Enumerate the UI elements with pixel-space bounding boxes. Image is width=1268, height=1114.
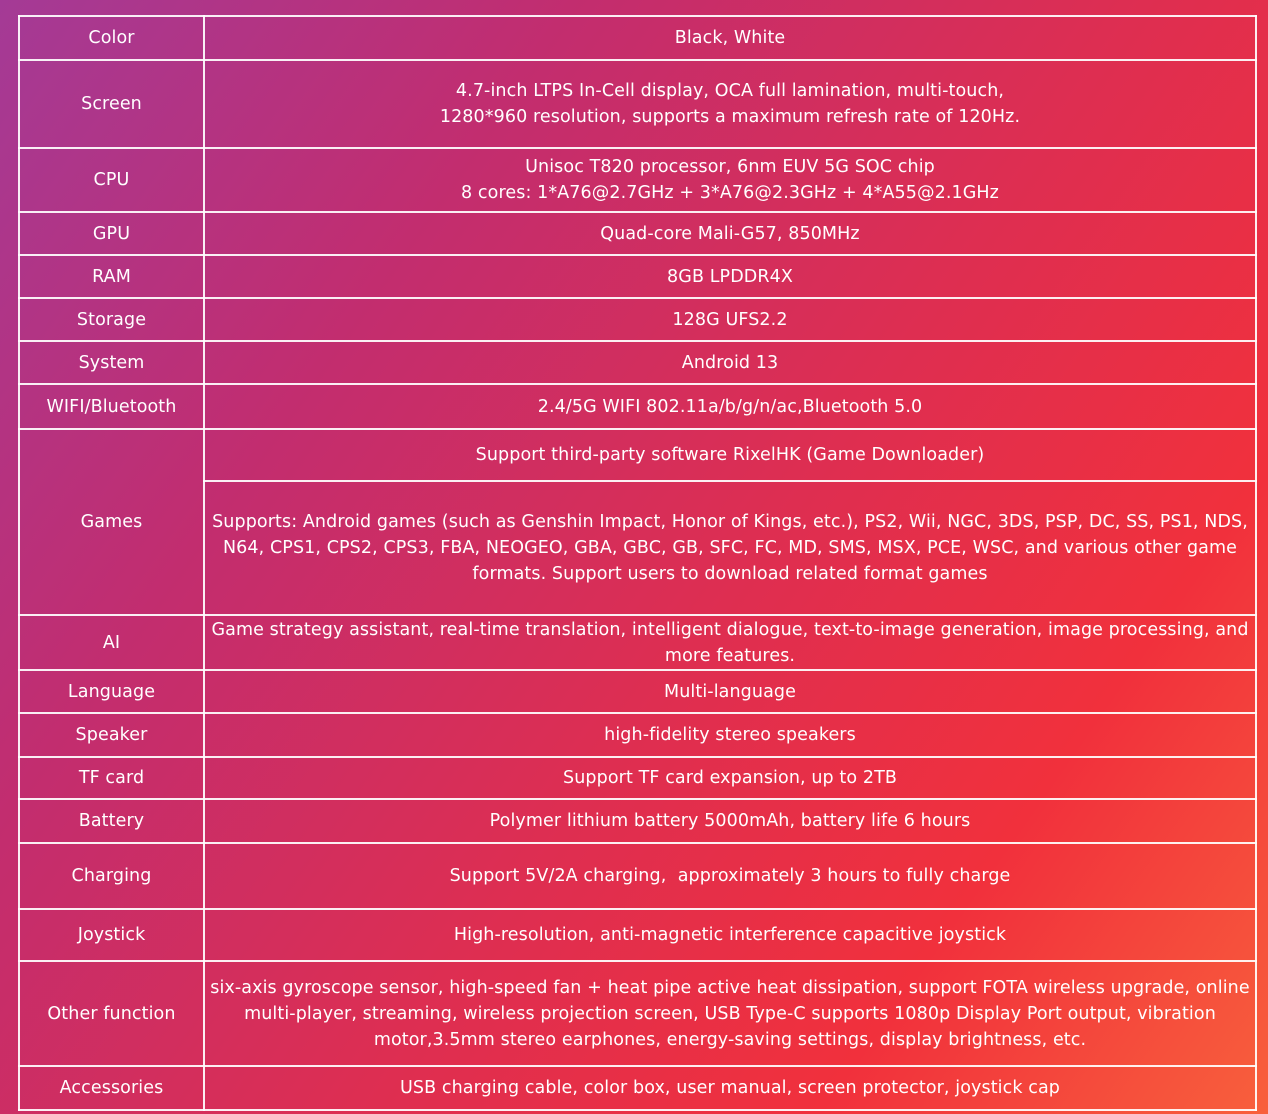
spec-value: Quad-core Mali-G57, 850MHz (204, 212, 1256, 255)
spec-table (18, 15, 1257, 1111)
spec-label: Joystick (19, 909, 204, 961)
spec-row-gpu (19, 212, 1256, 255)
spec-value: Polymer lithium battery 5000mAh, battery life 6 hours (204, 799, 1256, 843)
spec-label: Charging (19, 843, 204, 909)
spec-value: Support 5V/2A charging, approximately 3 hours to fully charge (204, 843, 1256, 909)
spec-label: Screen (19, 60, 204, 148)
spec-value: six-axis gyroscope sensor, high-speed fan + heat pipe active heat dissipation, support FOTA wireless upgrade, online multi-player, streaming, wireless projection screen, USB Type-C supports 1080p Display Port output, vibration motor,3.5mm stereo earphones, energy-saving settings, display brightness, etc. (204, 961, 1256, 1066)
spec-label: Other function (19, 961, 204, 1066)
spec-value (204, 60, 1256, 148)
spec-row-charging (19, 843, 1256, 909)
spec-label: CPU (19, 148, 204, 212)
spec-row-games (19, 429, 1256, 481)
spec-row-joystick (19, 909, 1256, 961)
spec-label: RAM (19, 255, 204, 298)
spec-label: GPU (19, 212, 204, 255)
spec-row-system (19, 341, 1256, 384)
spec-value: Black, White (204, 16, 1256, 60)
spec-row-ram (19, 255, 1256, 298)
spec-value: 2.4/5G WIFI 802.11a/b/g/n/ac,Bluetooth 5.0 (204, 384, 1256, 429)
spec-row-speaker (19, 713, 1256, 757)
spec-value: High-resolution, anti-magnetic interference capacitive joystick (204, 909, 1256, 961)
spec-label: Storage (19, 298, 204, 341)
spec-row-color (19, 16, 1256, 60)
spec-row-accessories (19, 1066, 1256, 1110)
spec-value-line: Unisoc T820 processor, 6nm EUV 5G SOC chip (525, 157, 935, 177)
spec-row-wifi-bluetooth (19, 384, 1256, 429)
spec-label: AI (19, 615, 204, 670)
spec-label: System (19, 341, 204, 384)
spec-label: WIFI/Bluetooth (19, 384, 204, 429)
spec-row-ai (19, 615, 1256, 670)
spec-value: high-fidelity stereo speakers (204, 713, 1256, 757)
spec-label: Speaker (19, 713, 204, 757)
spec-label: Accessories (19, 1066, 204, 1110)
spec-value: Support third-party software RixelHK (Game Downloader) (204, 429, 1256, 481)
spec-label: Battery (19, 799, 204, 843)
spec-value: Android 13 (204, 341, 1256, 384)
spec-row-screen (19, 60, 1256, 148)
spec-value-line: 4.7-inch LTPS In-Cell display, OCA full lamination, multi-touch, (455, 81, 1005, 101)
spec-row-tf-card (19, 757, 1256, 799)
spec-label: Games (19, 429, 204, 615)
spec-value-line: 1280*960 resolution, supports a maximum refresh rate of 120Hz. (439, 107, 1021, 127)
spec-value: 128G UFS2.2 (204, 298, 1256, 341)
spec-row-games-formats (19, 481, 1256, 615)
spec-row-cpu (19, 148, 1256, 212)
spec-row-storage (19, 298, 1256, 341)
spec-value: 8GB LPDDR4X (204, 255, 1256, 298)
spec-value-line: 8 cores: 1*A76@2.7GHz + 3*A76@2.3GHz + 4*A55@2.1GHz (461, 183, 999, 203)
spec-value: Game strategy assistant, real-time translation, intelligent dialogue, text-to-image generation, image processing, and more features. (204, 615, 1256, 670)
spec-value: Supports: Android games (such as Genshin Impact, Honor of Kings, etc.), PS2, Wii, NGC, 3DS, PSP, DC, SS, PS1, NDS, N64, CPS1, CPS2, CPS3, FBA, NEOGEO, GBA, GBC, GB, SFC, FC, MD, SMS, MSX, PCE, WSC, and various other game formats. Support users to download related format games (204, 481, 1256, 615)
spec-row-language (19, 670, 1256, 713)
spec-row-other-function (19, 961, 1256, 1066)
spec-label: TF card (19, 757, 204, 799)
spec-value: USB charging cable, color box, user manual, screen protector, joystick cap (204, 1066, 1256, 1110)
spec-label: Color (19, 16, 204, 60)
spec-value: Multi-language (204, 670, 1256, 713)
spec-value (204, 148, 1256, 212)
spec-value: Support TF card expansion, up to 2TB (204, 757, 1256, 799)
spec-row-battery (19, 799, 1256, 843)
spec-label: Language (19, 670, 204, 713)
